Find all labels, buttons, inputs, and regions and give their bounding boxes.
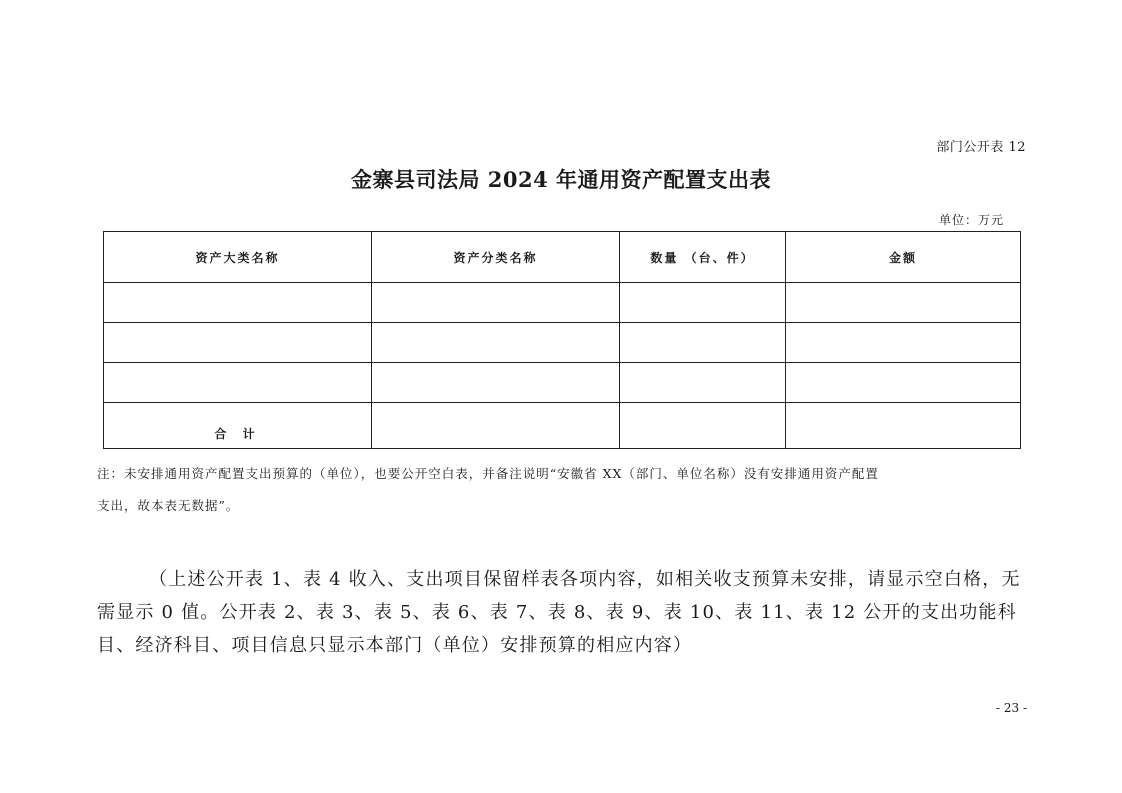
table-cell [104,363,372,403]
table-cell [104,323,372,363]
table-cell [786,323,1021,363]
unit-label: 单位：万元 [938,213,1004,227]
table-cell [786,403,1021,449]
note-line: 支出，故本表无数据”。 [97,498,240,513]
total-label: 合 计 [104,403,372,449]
table-cell [104,283,372,323]
table-header-row [104,232,1021,283]
table-note [97,458,1017,522]
table-cell [372,363,620,403]
table-cell [620,323,786,363]
note-line: 注：未安排通用资产配置支出预算的（单位），也要公开空白表，并备注说明“安徽省 XX（部门、单位名称）没有安排通用资产配置 [97,466,879,481]
asset-expenditure-table [103,231,1021,449]
table-row [104,283,1021,323]
table-row [104,323,1021,363]
table-cell [372,283,620,323]
header-quantity: 数量 （台、件） [620,232,786,283]
page-number: - 23 - [995,701,1027,715]
header-asset-subcategory: 资产分类名称 [372,232,620,283]
table-total-row [104,403,1021,449]
document-label: 部门公开表 12 [936,140,1026,155]
table-cell [620,403,786,449]
table-row [104,363,1021,403]
instruction-paragraph: （上述公开表 1、表 4 收入、支出项目保留样表各项内容，如相关收支预算未安排，请显示空白格，无需显示 0 值。公开表 2、表 3、表 5、表 6、表 7、表 8、表 9、表 10、表 11、表 12 公开的支出功能科目、经济科目、项目信息只显示本部门（单位）安排预算的相应内容） [97,569,1021,656]
table-cell [786,283,1021,323]
page-title: 金寨县司法局 2024 年通用资产配置支出表 [350,167,772,192]
header-amount: 金额 [786,232,1021,283]
table-cell [372,323,620,363]
table-cell [620,283,786,323]
header-asset-category: 资产大类名称 [104,232,372,283]
table-cell [786,363,1021,403]
table-cell [372,403,620,449]
table-cell [620,363,786,403]
